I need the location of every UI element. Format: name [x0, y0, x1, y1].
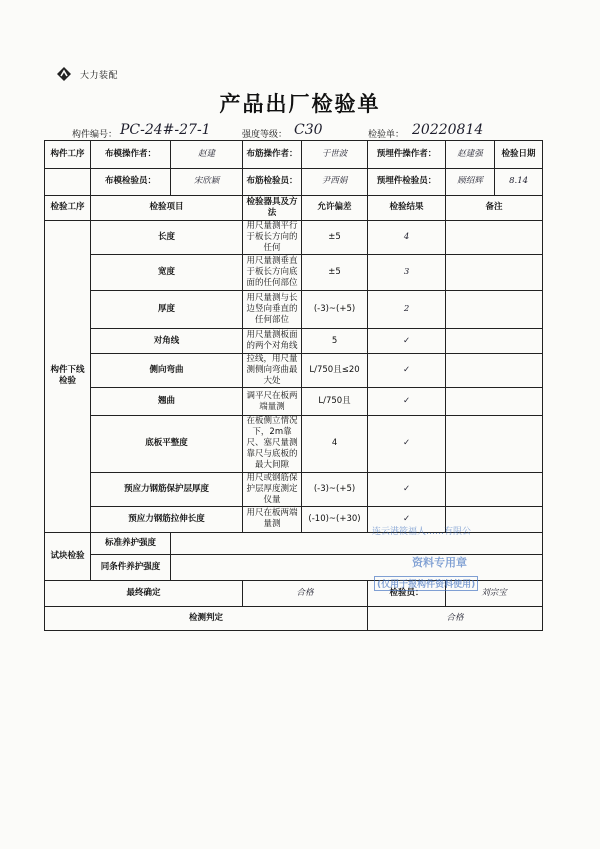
row-remark — [446, 506, 543, 532]
standard-curing-label: 标准养护强度 — [91, 532, 171, 554]
row-item: 对角线 — [91, 329, 243, 354]
formwork-inspector-value: 宋欣颖 — [171, 169, 243, 196]
row-tolerance: 5 — [302, 329, 368, 354]
row-tolerance: L/750且 — [302, 388, 368, 416]
component-process-label: 构件工序 — [45, 141, 91, 169]
row-tolerance: ±5 — [302, 255, 368, 291]
row-method: 用尺量测平行于板长方向的任何 — [243, 221, 302, 255]
row-result: ✓ — [368, 506, 446, 532]
header-row-inspectors — [45, 169, 543, 196]
row-result: ✓ — [368, 472, 446, 506]
row-remark — [446, 255, 543, 291]
formwork-operator-value: 赵建 — [171, 141, 243, 169]
formwork-inspector-label: 布模检验员： — [91, 169, 171, 196]
component-no-label: 构件编号： — [72, 130, 118, 140]
final-value: 合格 — [243, 580, 368, 606]
row-remark — [446, 291, 543, 329]
formwork-operator-label: 布模操作者： — [91, 141, 171, 169]
row-method: 调平尺在板两端量测 — [243, 388, 302, 416]
row-result: ✓ — [368, 329, 446, 354]
row-tolerance: 4 — [302, 416, 368, 472]
col-method: 检验器具及方法 — [243, 196, 302, 221]
embed-operator-value: 赵建强 — [446, 141, 495, 169]
row-item: 侧向弯曲 — [91, 354, 243, 388]
section-label: 构件下线检验 — [45, 221, 91, 533]
standard-curing-value — [171, 532, 543, 554]
final-inspector-value: 刘宗宝 — [446, 580, 543, 606]
row-remark — [446, 354, 543, 388]
row-result: 3 — [368, 255, 446, 291]
judgment-label: 检测判定 — [45, 606, 368, 630]
row-result: 4 — [368, 221, 446, 255]
final-row — [45, 580, 543, 606]
rebar-operator-value: 于世波 — [302, 141, 368, 169]
strength-label: 强度等级： — [242, 130, 288, 140]
judgment-value: 合格 — [368, 606, 543, 630]
final-inspector-label: 检验员： — [368, 580, 446, 606]
date-label: 检验单： — [368, 130, 405, 140]
col-result: 检验结果 — [368, 196, 446, 221]
row-method: 拉线，用尺量测侧向弯曲最大处 — [243, 354, 302, 388]
inspect-date-label: 检验日期 — [495, 141, 543, 169]
header-row-operators — [45, 141, 543, 169]
table-row — [45, 354, 543, 388]
inspection-table — [44, 140, 543, 631]
date-value: 20220814 — [412, 122, 484, 138]
table-row — [45, 291, 543, 329]
table-row — [45, 329, 543, 354]
same-curing-label: 同条件养护强度 — [91, 554, 171, 580]
table-row — [45, 506, 543, 532]
test-block-row-same — [45, 554, 543, 580]
row-method: 用尺量测垂直于板长方向底面的任何部位 — [243, 255, 302, 291]
embed-operator-label: 预埋件操作者： — [368, 141, 446, 169]
final-label: 最终确定 — [45, 580, 243, 606]
rebar-inspector-label: 布筋检验员： — [243, 169, 302, 196]
test-block-label: 试块检验 — [45, 532, 91, 580]
row-item: 预应力钢筋保护层厚度 — [91, 472, 243, 506]
company-logo — [56, 66, 118, 82]
row-remark — [446, 416, 543, 472]
table-row — [45, 255, 543, 291]
row-result: ✓ — [368, 388, 446, 416]
col-remark: 备注 — [446, 196, 543, 221]
row-method: 用尺在板两端量测 — [243, 506, 302, 532]
strength-value: C30 — [294, 122, 323, 138]
component-no-value: PC-24#-27-1 — [120, 122, 211, 138]
row-tolerance: (-10)~(+30) — [302, 506, 368, 532]
embed-inspector-label: 预埋件检验员： — [368, 169, 446, 196]
row-tolerance: L/750且≤20 — [302, 354, 368, 388]
same-curing-value — [171, 554, 543, 580]
row-item: 长度 — [91, 221, 243, 255]
row-tolerance: (-3)~(+5) — [302, 291, 368, 329]
rebar-operator-label: 布筋操作者： — [243, 141, 302, 169]
row-item: 厚度 — [91, 291, 243, 329]
table-row — [45, 416, 543, 472]
row-tolerance: (-3)~(+5) — [302, 472, 368, 506]
col-tolerance: 允许偏差 — [302, 196, 368, 221]
form-title: 产品出厂检验单 — [219, 92, 381, 116]
row-item: 底板平整度 — [91, 416, 243, 472]
row-tolerance: ±5 — [302, 221, 368, 255]
row-remark — [446, 221, 543, 255]
stamp-company: 连云港筱福人……有限公 — [372, 527, 472, 537]
judgment-row — [45, 606, 543, 630]
table-row — [45, 472, 543, 506]
inspect-date-value: 8.14 — [495, 169, 543, 196]
row-result: ✓ — [368, 354, 446, 388]
row-method: 用尺量测与长边竖向垂直的任何部位 — [243, 291, 302, 329]
col-item: 检验项目 — [91, 196, 243, 221]
row-remark — [446, 472, 543, 506]
row-method: 在板侧立情况下，2m靠尺、塞尺量测靠尺与底板的最大间隙 — [243, 416, 302, 472]
company-logo-icon — [56, 66, 72, 82]
row-remark — [446, 329, 543, 354]
embed-inspector-value: 顾绍辉 — [446, 169, 495, 196]
rebar-inspector-value: 尹西娟 — [302, 169, 368, 196]
blank-cell — [45, 169, 91, 196]
table-row — [45, 221, 543, 255]
row-method: 用尺量测板面的两个对角线 — [243, 329, 302, 354]
row-item: 宽度 — [91, 255, 243, 291]
stamp-title: 资料专用章 — [412, 556, 467, 569]
row-result: ✓ — [368, 416, 446, 472]
test-block-row-standard — [45, 532, 543, 554]
table-row — [45, 388, 543, 416]
row-result: 2 — [368, 291, 446, 329]
row-item: 翘曲 — [91, 388, 243, 416]
company-name: 大力装配 — [80, 70, 119, 81]
col-process: 检验工序 — [45, 196, 91, 221]
column-header-row — [45, 196, 543, 221]
stamp-note: (仅用于报构件资料使用) — [374, 576, 478, 591]
row-remark — [446, 388, 543, 416]
row-method: 用尺或钢筋保护层厚度测定仪量 — [243, 472, 302, 506]
row-item: 预应力钢筋拉伸长度 — [91, 506, 243, 532]
